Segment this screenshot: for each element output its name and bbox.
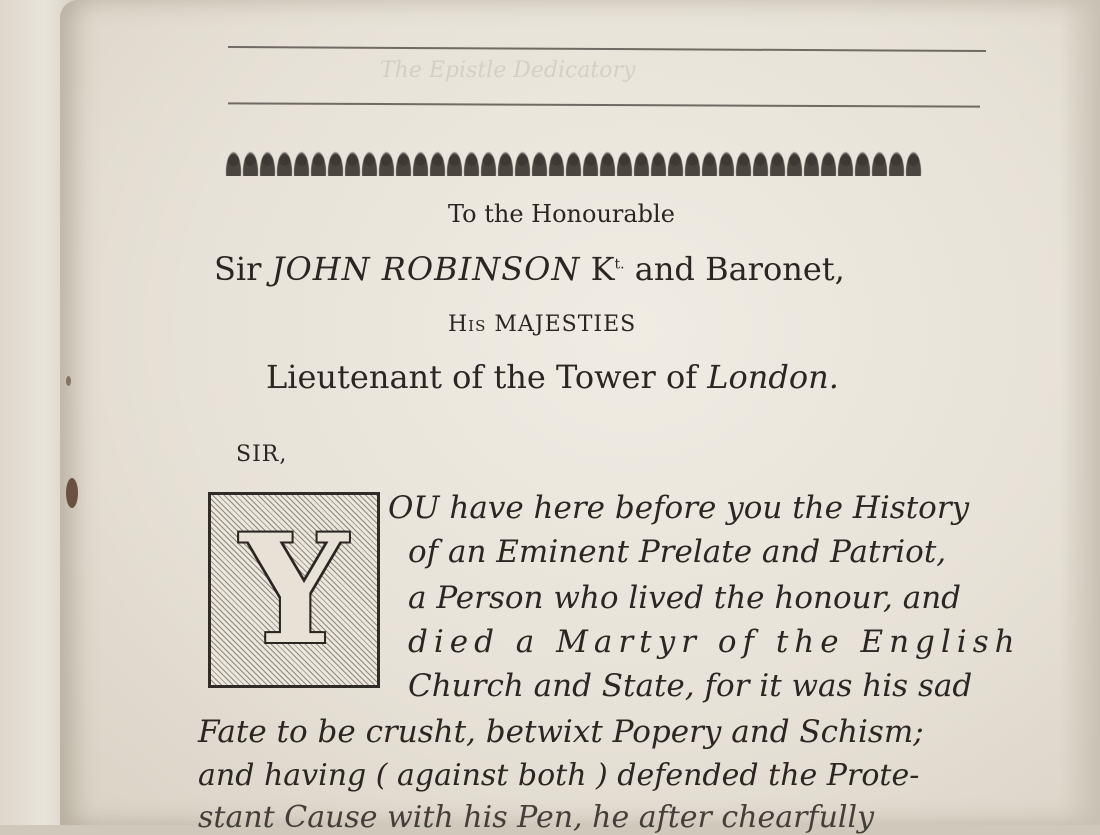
bleed-through-text: The Epistle Dedicatory (380, 58, 636, 83)
dedication-line-1: To the Honourable (448, 200, 675, 228)
dedication-line-2 (214, 250, 845, 288)
body-line-5: Church and State, for it was his sad (408, 668, 973, 704)
page-stain (66, 478, 78, 508)
body-line-3: a Person who lived the honour, and (408, 580, 962, 616)
dedication-baronet: and Baronet, (624, 250, 845, 288)
dedication-line-4 (266, 358, 839, 396)
body-line-6: Fate to be crusht, betwixt Popery and Schism; (198, 714, 924, 750)
dedication-name: JOHN ROBINSON (271, 250, 581, 288)
initial-letter: Y (240, 502, 348, 678)
london-text: London. (707, 358, 839, 396)
salutation: SIR, (236, 442, 288, 467)
decorated-initial (208, 492, 380, 688)
lieutenant-text: Lieutenant of the Tower of (266, 358, 708, 396)
ornamental-headpiece (225, 150, 922, 176)
body-line-4: died a Martyr of the English (408, 624, 1021, 660)
body-line-1: OU have here before you the History (388, 490, 970, 526)
dedication-line-3: His MAJESTIES (448, 312, 637, 337)
body-line-7: and having ( against both ) defended the Prote- (198, 758, 920, 793)
body-line-8: stant Cause with his Pen, he after chearfully (198, 800, 875, 835)
dedication-sir: Sir (214, 250, 272, 288)
dedication-k: K (580, 250, 615, 288)
body-line-2: of an Eminent Prelate and Patriot, (408, 534, 947, 570)
page-shadow (1060, 0, 1100, 825)
dedication-kt: t. (614, 256, 625, 273)
page-speck (66, 376, 71, 386)
